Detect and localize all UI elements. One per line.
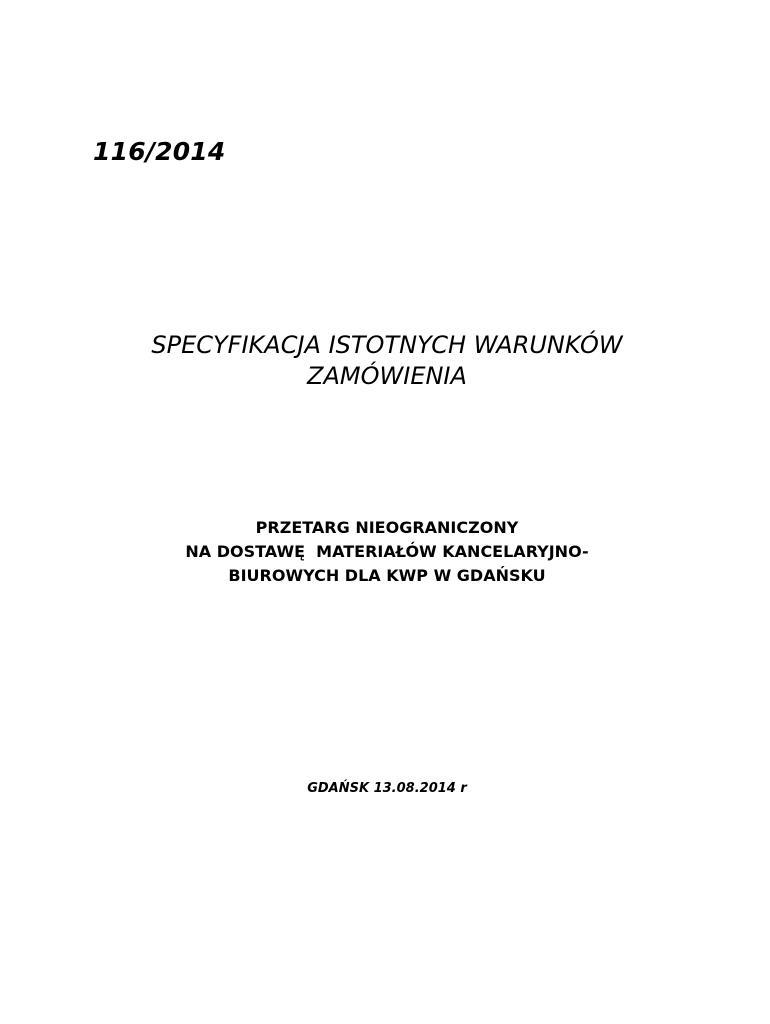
document-subtitle-line: NA DOSTAWĘ MATERIAŁÓW KANCELARYJNO-: [185, 542, 589, 561]
document-title: [60, 330, 714, 392]
document-title-line: SPECYFIKACJA ISTOTNYCH WARUNKÓW: [151, 331, 623, 359]
document-subtitle-line: PRZETARG NIEOGRANICZONY: [255, 518, 519, 537]
document-title-line: ZAMÓWIENIA: [307, 362, 467, 390]
place-and-date: GDAŃSK 13.08.2014 r: [307, 781, 467, 796]
document-subtitle-line: BIUROWYCH DLA KWP W GDAŃSKU: [228, 566, 546, 585]
document-subtitle: [60, 516, 714, 588]
document-number: 116/2014: [93, 137, 226, 166]
